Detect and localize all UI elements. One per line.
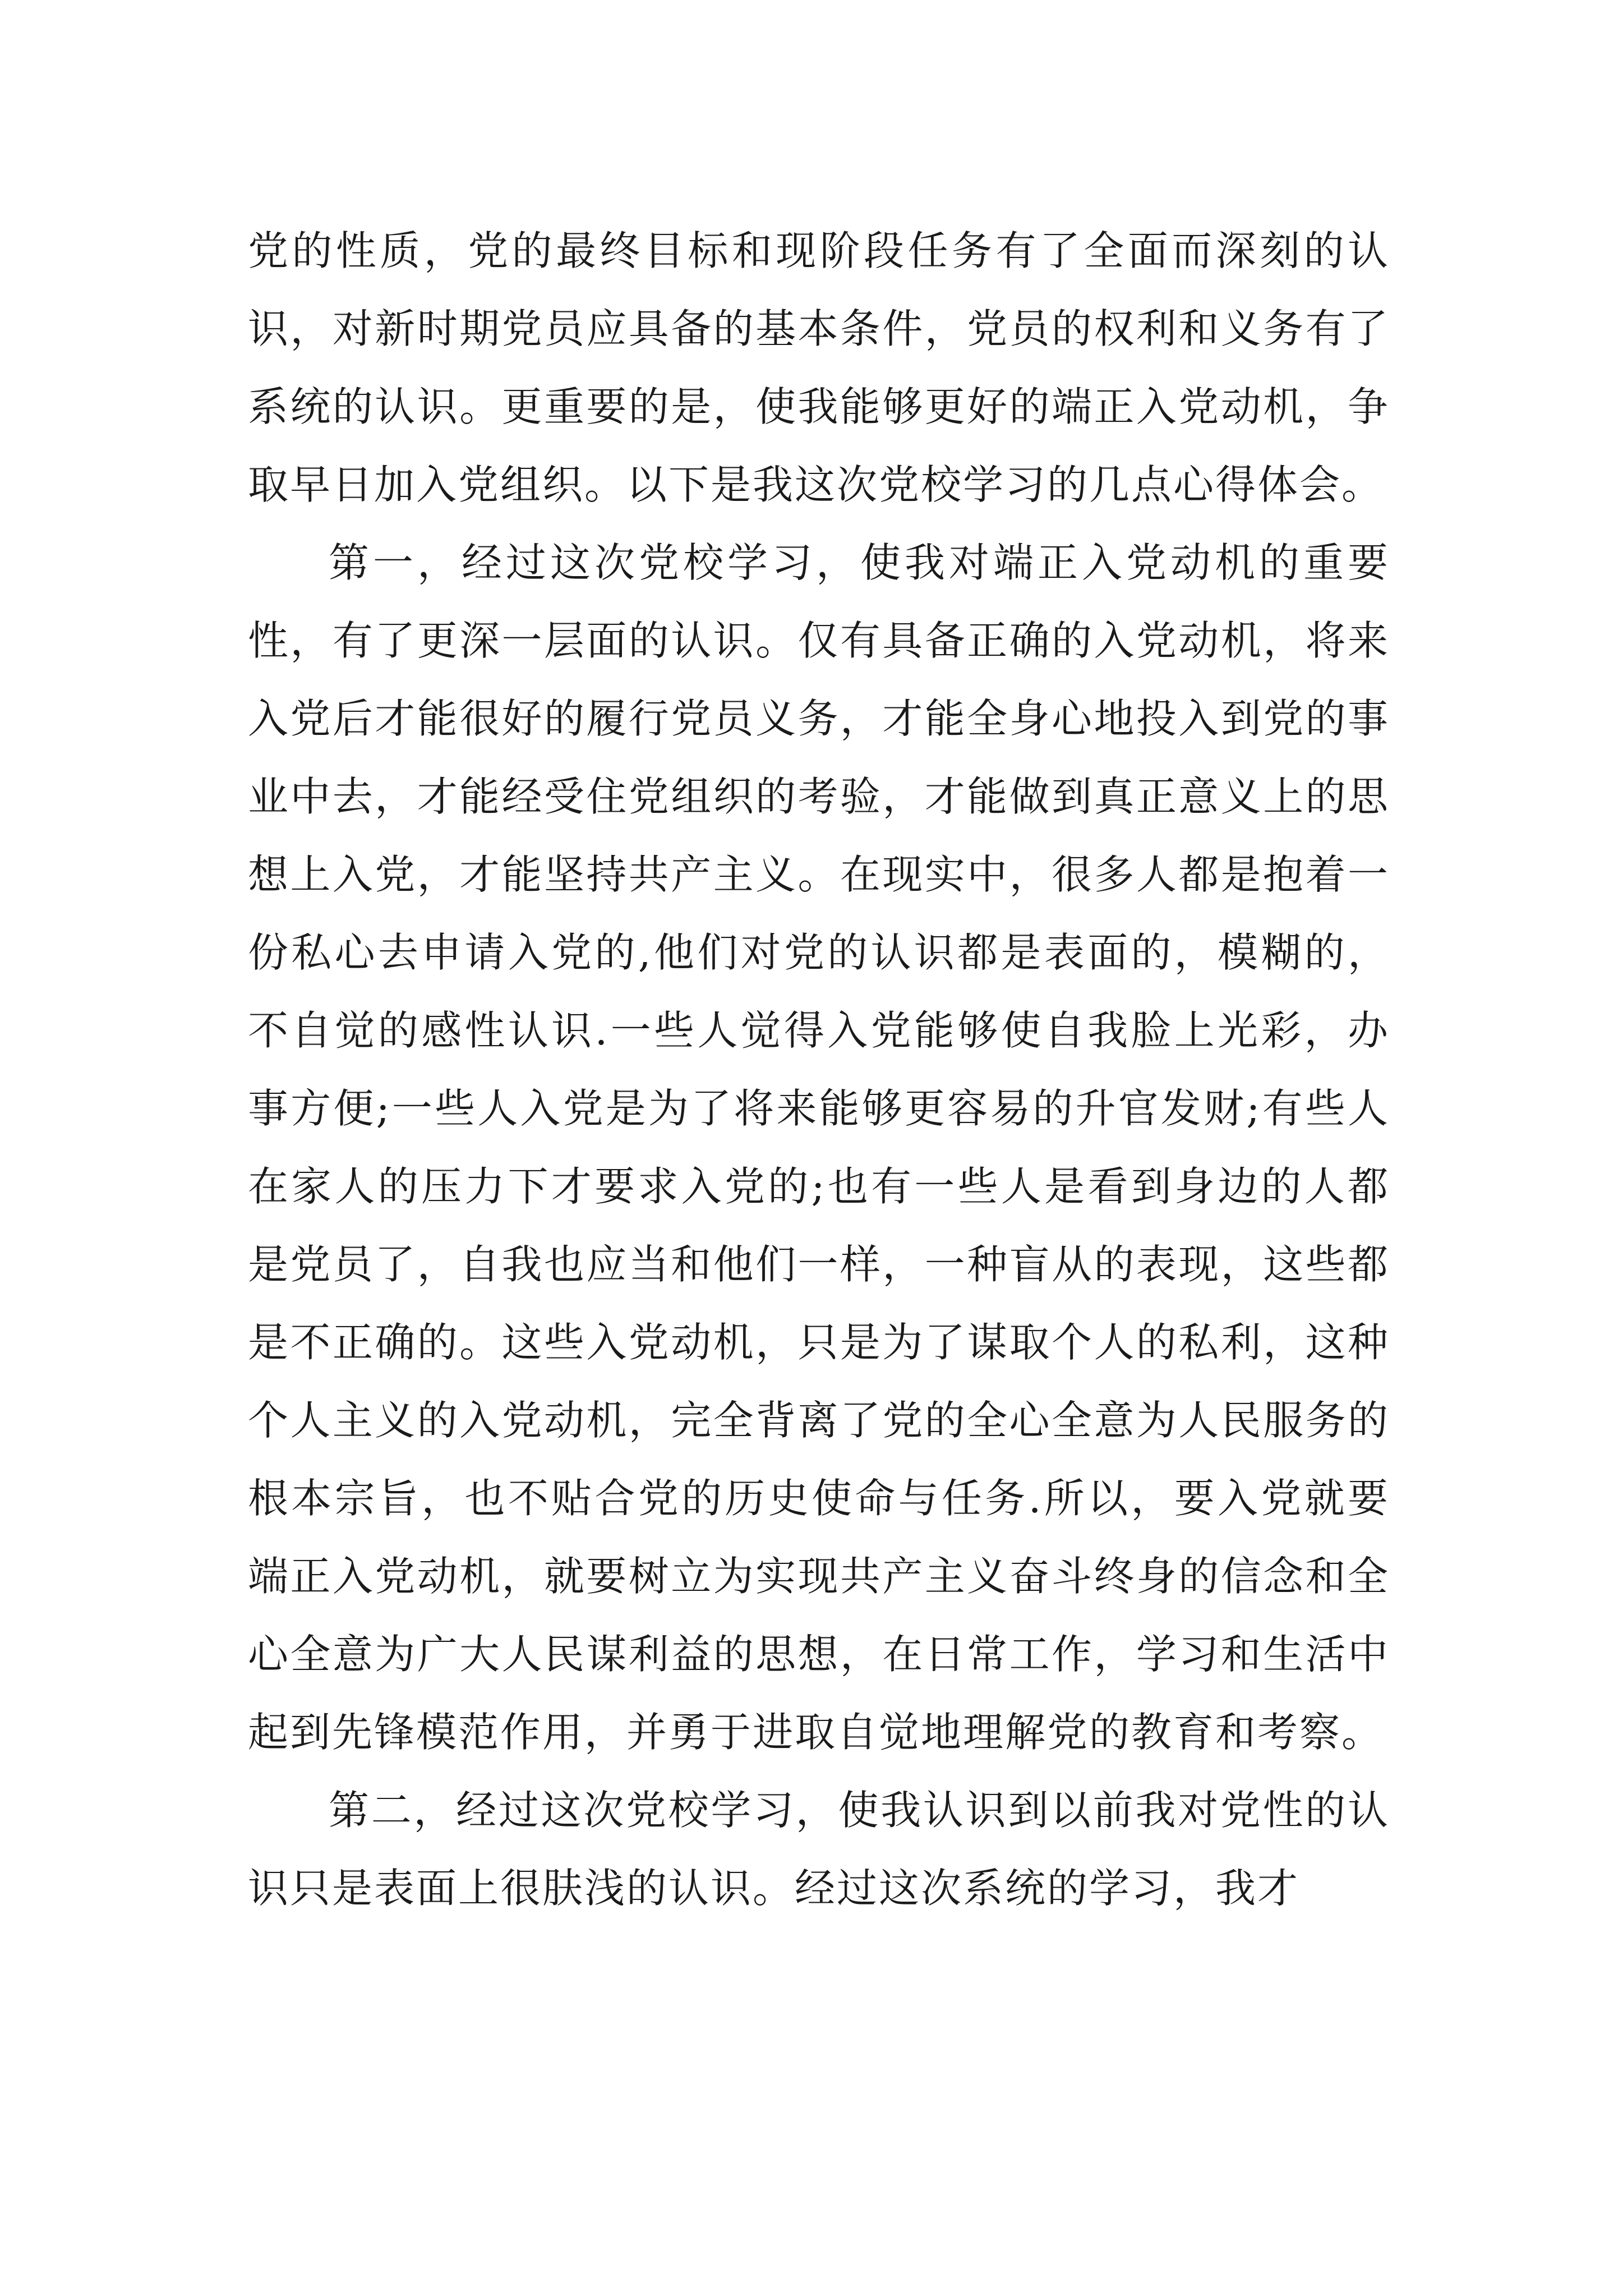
paragraph-first-point: 第一，经过这次党校学习，使我对端正入党动机的重要性，有了更深一层面的认识。仅有具备正确的入党动机，将来入党后才能很好的履行党员义务，才能全身心地投入到党的事业中去，才能经受住党组织的考验，才能做到真正意义上的思想上入党，才能坚持共产主义。在现实中，很多人都是抱着一份私心去申请入党的,他们对党的认识都是表面的，模糊的，不自觉的感性认识.一些人觉得入党能够使自我脸上光彩，办事方便;一些人入党是为了将来能够更容易的升官发财;有些人在家人的压力下才要求入党的;也有一些人是看到身边的人都是党员了，自我也应当和他们一样，一种盲从的表现，这些都是不正确的。这些入党动机，只是为了谋取个人的私利，这种个人主义的入党动机，完全背离了党的全心全意为人民服务的根本宗旨，也不贴合党的历史使命与任务.所以，要入党就要端正入党动机，就要树立为实现共产主义奋斗终身的信念和全心全意为广大人民谋利益的思想，在日常工作，学习和生活中起到先锋模范作用，并勇于进取自觉地理解党的教育和考察。	[248, 539, 1390, 1756]
body-text	[248, 212, 1390, 1927]
paragraph-intro-continuation: 党的性质，党的最终目标和现阶段任务有了全面而深刻的认识，对新时期党员应具备的基本条件，党员的权利和义务有了系统的认识。更重要的是，使我能够更好的端正入党动机，争取早日加入党组织。以下是我这次党校学习的几点心得体会。	[248, 227, 1390, 508]
paragraph-second-point: 第二，经过这次党校学习，使我认识到以前我对党性的认识只是表面上很肤浅的认识。经过这次系统的学习，我才	[248, 1787, 1390, 1912]
